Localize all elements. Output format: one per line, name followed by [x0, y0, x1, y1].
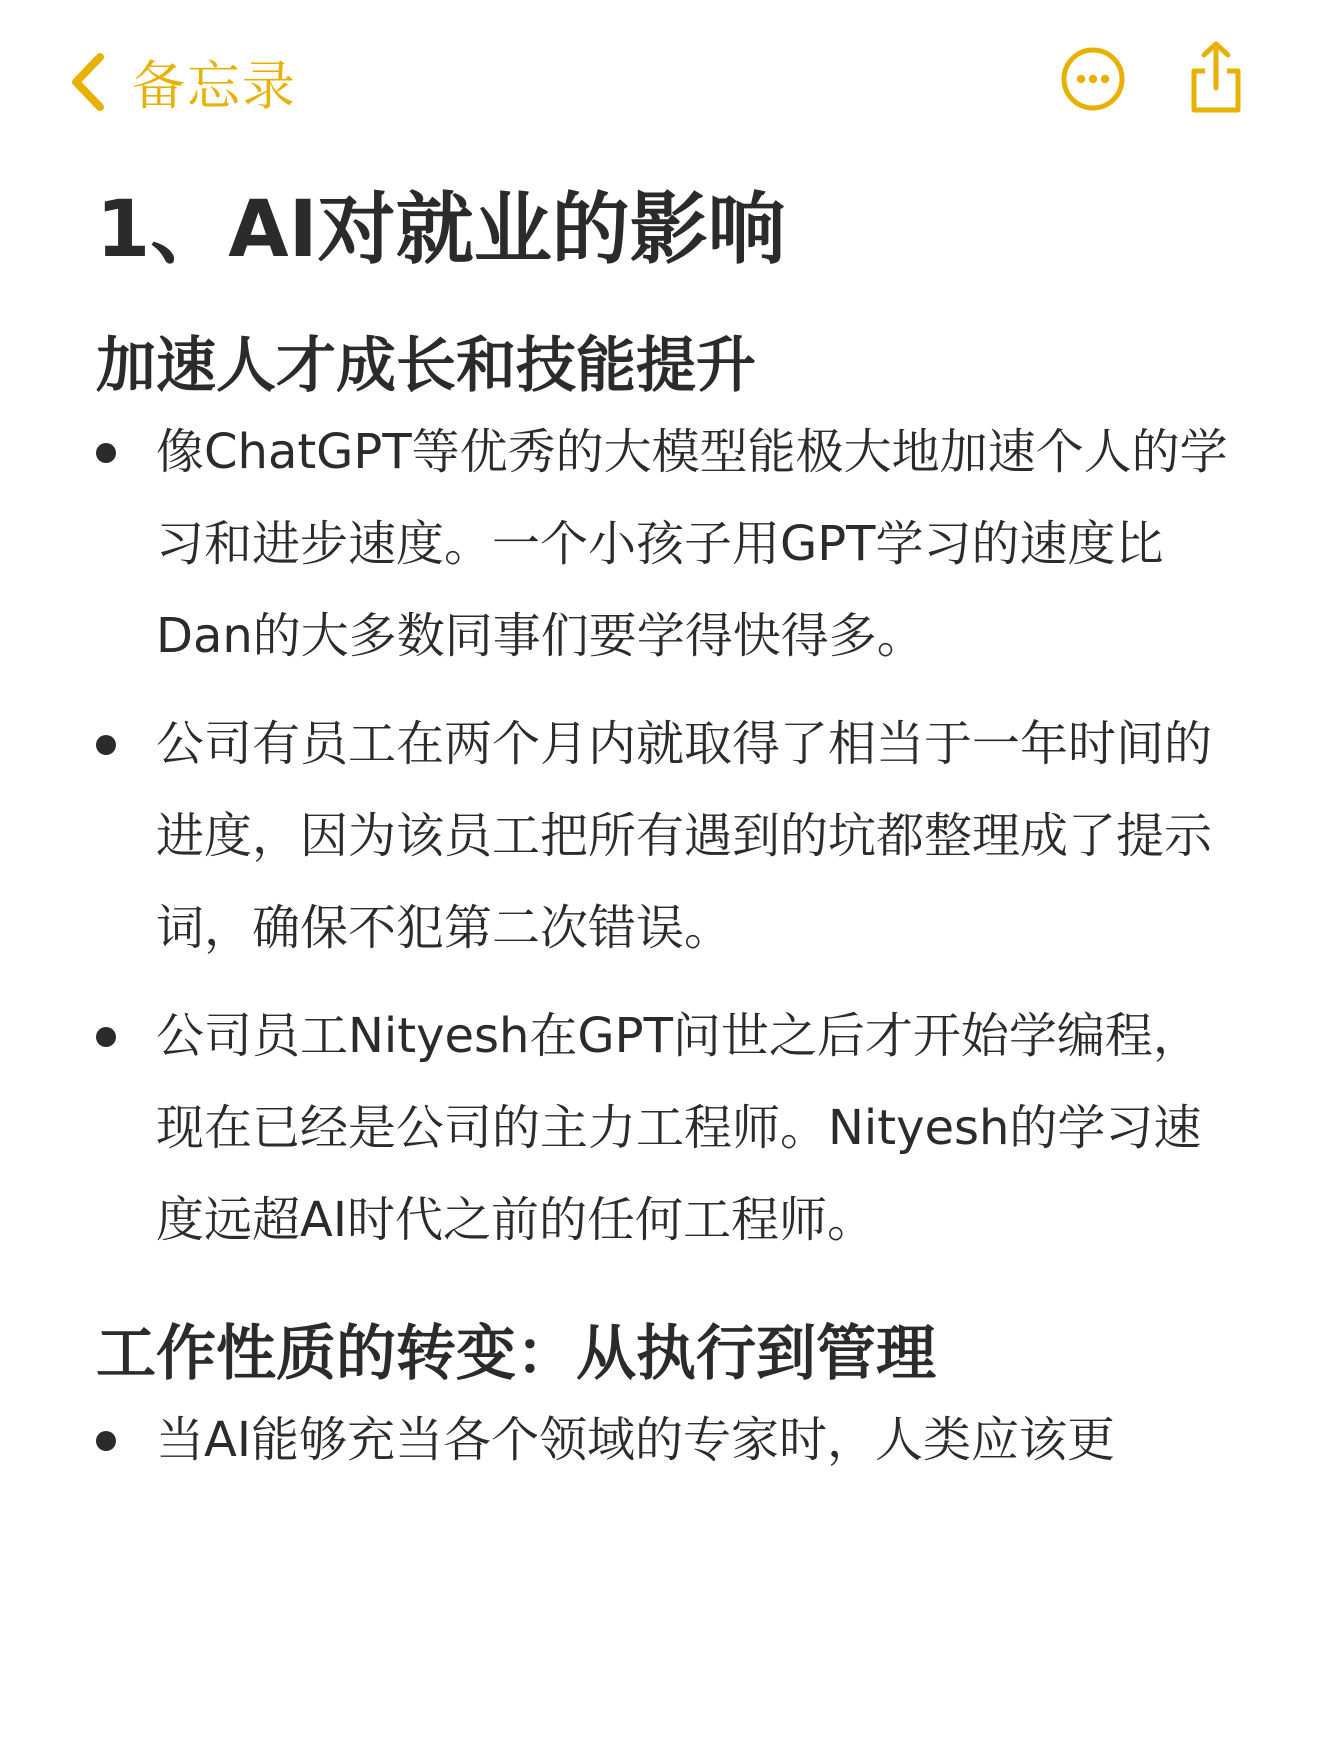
list-item-text: 公司有员工在两个月内就取得了相当于一年时间的进度，因为该员工把所有遇到的坑都整理成了提示词，确保不犯第二次错误。	[156, 716, 1213, 956]
list-item-text: 当AI能够充当各个领域的专家时，人类应该更	[156, 1412, 1115, 1468]
note-body[interactable]	[96, 180, 1246, 1486]
bullet-dot	[96, 735, 116, 755]
bullet-list	[96, 406, 1246, 1266]
list-item	[96, 1394, 1246, 1486]
chevron-left-icon	[66, 51, 110, 113]
ellipsis-circle-icon[interactable]	[1060, 46, 1126, 112]
back-label: 备忘录	[132, 56, 297, 117]
bullet-dot	[96, 1431, 116, 1451]
share-icon[interactable]	[1186, 40, 1246, 116]
back-button[interactable]	[66, 42, 297, 122]
note-title: 1、AI对就业的影响	[96, 185, 786, 275]
list-item-text: 公司员工Nityesh在GPT问世之后才开始学编程，现在已经是公司的主力工程师。Nityesh的学习速度远超AI时代之前的任何工程师。	[156, 1008, 1202, 1248]
section-heading: 工作性质的转变：从执行到管理	[96, 1319, 936, 1389]
navigation-bar	[0, 0, 1320, 170]
bullet-dot	[96, 443, 116, 463]
list-item	[96, 990, 1246, 1266]
list-item	[96, 406, 1246, 682]
section-heading: 加速人才成长和技能提升	[96, 331, 756, 401]
list-item	[96, 698, 1246, 974]
bullet-dot	[96, 1027, 116, 1047]
list-item-text: 像ChatGPT等优秀的大模型能极大地加速个人的学习和进步速度。一个小孩子用GPT学习的速度比Dan的大多数同事们要学得快得多。	[156, 424, 1228, 664]
bullet-list	[96, 1394, 1246, 1486]
